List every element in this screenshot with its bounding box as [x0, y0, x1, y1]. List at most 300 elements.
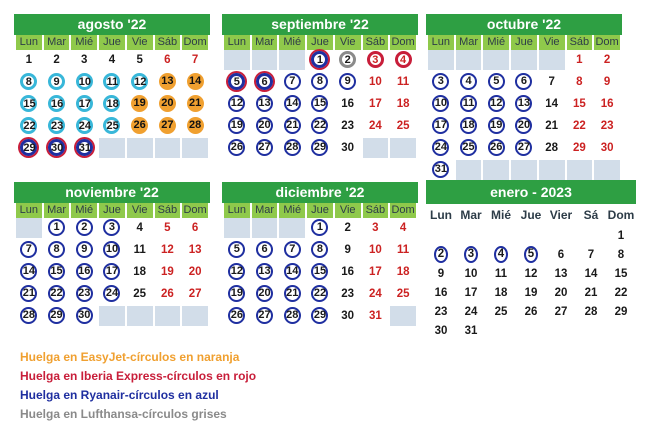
day-cell: [511, 94, 537, 116]
day-cell: [426, 302, 456, 321]
day-cell: [539, 138, 565, 160]
day-cell: [155, 240, 181, 262]
day-number: 11: [494, 267, 508, 280]
day-number: 26: [524, 305, 538, 318]
day-cell: [224, 116, 250, 138]
strike-circle-cyan: 25: [103, 117, 120, 134]
day-number: 19: [160, 266, 174, 278]
empty-day-cell: [16, 218, 42, 240]
weekday-header: Jue: [511, 35, 537, 50]
day-cell: [486, 283, 516, 302]
strike-circle-blue: 26: [228, 139, 245, 156]
strike-circle-orange: 28: [187, 117, 204, 134]
week-row: [426, 226, 636, 245]
day-cell: [335, 94, 361, 116]
empty-day-cell: [594, 160, 620, 182]
day-cell: [71, 306, 97, 328]
day-cell: [576, 264, 606, 283]
weekday-header: Mié: [71, 203, 97, 218]
strike-circle-cyan: 11: [103, 73, 120, 90]
day-cell: [363, 218, 389, 240]
empty-day-cell: [252, 50, 278, 72]
day-cell: [567, 116, 593, 138]
day-number: 17: [368, 98, 382, 110]
empty-day-cell: [279, 218, 305, 240]
day-cell: [483, 138, 509, 160]
strike-circle-blue: 7: [20, 241, 37, 258]
week-row: [428, 138, 620, 160]
weekday-header: Dom: [391, 36, 415, 48]
day-cell: [426, 245, 456, 264]
day-cell: [426, 264, 456, 283]
day-number: 24: [464, 305, 478, 318]
day-number: 21: [545, 120, 559, 132]
strike-circle-blue: 8: [48, 241, 65, 258]
day-number: 25: [396, 120, 410, 132]
weekday-header: Dom: [183, 36, 207, 48]
day-number: 4: [108, 54, 116, 66]
day-cell: [127, 262, 153, 284]
day-cell: [44, 262, 70, 284]
day-cell: [44, 72, 70, 94]
empty-day-cell: [567, 160, 593, 182]
strike-circle-orange: 21: [187, 95, 204, 112]
weekday-header: Vie: [335, 35, 361, 50]
day-cell: [576, 283, 606, 302]
empty-day-cell: [363, 138, 389, 160]
week-row: [16, 50, 208, 72]
empty-day-cell: [576, 321, 606, 340]
day-cell: [16, 94, 42, 116]
empty-day-cell: [426, 226, 456, 245]
day-cell: [127, 240, 153, 262]
day-number: 31: [464, 324, 478, 337]
day-number: 2: [603, 54, 611, 66]
day-cell: [252, 72, 278, 94]
day-cell: [426, 321, 456, 340]
strike-circle-blue: 3: [464, 246, 478, 263]
empty-day-cell: [127, 138, 153, 160]
day-number: 10: [368, 244, 382, 256]
day-cell: [363, 72, 389, 94]
day-number: 7: [548, 76, 555, 88]
strike-circle-blue: 30: [76, 307, 93, 324]
day-number: 11: [133, 244, 146, 256]
week-row: [224, 50, 416, 72]
empty-day-cell: [539, 160, 565, 182]
day-cell: [390, 218, 416, 240]
legend-lufthansa: Huelga en Lufthansa-círculos grises: [20, 407, 227, 421]
day-cell: [71, 138, 97, 160]
day-cell: [363, 50, 389, 72]
day-number: 16: [341, 266, 355, 278]
day-cell: [606, 283, 636, 302]
weekday-header: Mar: [460, 208, 482, 222]
week-row: [426, 245, 636, 264]
strike-circle-blue: 1: [48, 219, 65, 236]
strike-circle-blue: 27: [256, 139, 273, 156]
strike-circle-blue: 21: [20, 285, 37, 302]
day-cell: [252, 240, 278, 262]
day-cell: [511, 116, 537, 138]
week-row: [428, 50, 620, 72]
empty-day-cell: [483, 50, 509, 72]
empty-day-cell: [224, 218, 250, 240]
day-cell: [606, 264, 636, 283]
day-cell: [594, 94, 620, 116]
day-cell: [363, 116, 389, 138]
legend-iberia: Huelga en Iberia Express-círculos en rojo: [20, 369, 257, 383]
strike-circle-cyan: 18: [103, 95, 120, 112]
day-cell: [44, 240, 70, 262]
strike-circle-cyan: 10: [76, 73, 93, 90]
day-cell: [456, 245, 486, 264]
day-cell: [456, 138, 482, 160]
week-row: [428, 72, 620, 94]
weekday-header: Lun: [430, 208, 452, 222]
day-cell: [594, 116, 620, 138]
day-cell: [335, 262, 361, 284]
day-cell: [390, 72, 416, 94]
day-cell: [99, 218, 125, 240]
week-row: [426, 283, 636, 302]
strike-circle-blue: 7: [284, 73, 301, 90]
empty-day-cell: [99, 138, 125, 160]
weekday-header: Sáb: [155, 35, 181, 50]
day-cell: [71, 116, 97, 138]
legend-ryanair: Huelga en Ryanair-círculos en azul: [20, 388, 219, 402]
day-number: 17: [464, 286, 478, 299]
day-cell: [155, 50, 181, 72]
day-cell: [99, 116, 125, 138]
day-cell: [594, 72, 620, 94]
day-number: 24: [368, 288, 382, 300]
week-row: [224, 306, 416, 328]
day-cell: [252, 306, 278, 328]
strike-circle-blue: 5: [524, 246, 538, 263]
day-cell: [71, 50, 97, 72]
strike-circle-blue: 19: [228, 117, 245, 134]
week-row: [426, 321, 636, 340]
empty-day-cell: [127, 306, 153, 328]
day-cell: [335, 50, 361, 72]
day-cell: [99, 240, 125, 262]
strike-circle-cyan: 24: [76, 117, 93, 134]
day-number: 19: [524, 286, 538, 299]
day-number: 6: [164, 54, 171, 66]
weekday-header: Mié: [279, 203, 305, 218]
empty-day-cell: [483, 160, 509, 182]
day-number: 23: [341, 120, 355, 132]
weekday-header: Sáb: [155, 203, 181, 218]
empty-day-cell: [546, 226, 576, 245]
day-cell: [483, 116, 509, 138]
day-cell: [224, 262, 250, 284]
day-cell: [44, 284, 70, 306]
strike-circle-blue: 16: [76, 263, 93, 280]
day-cell: [539, 94, 565, 116]
day-cell: [567, 94, 593, 116]
weekday-header: Jue: [520, 208, 542, 222]
day-cell: [456, 116, 482, 138]
week-row: [16, 284, 208, 306]
day-number: 18: [133, 266, 147, 278]
day-cell: [428, 160, 454, 182]
day-number: 8: [617, 248, 625, 261]
day-cell: [44, 50, 70, 72]
day-number: 1: [617, 229, 625, 242]
day-cell: [307, 72, 333, 94]
day-number: 30: [600, 142, 614, 154]
day-cell: [71, 94, 97, 116]
empty-day-cell: [390, 306, 416, 328]
day-cell: [99, 94, 125, 116]
day-cell: [363, 262, 389, 284]
weekday-header: Vie: [335, 203, 361, 218]
strike-circle-blue: 26: [228, 307, 245, 324]
empty-day-cell: [486, 321, 516, 340]
weekday-header: Lun: [428, 35, 454, 50]
strike-circle-blue: 6: [256, 241, 273, 258]
strike-circle-red: 3: [367, 51, 384, 68]
day-cell: [335, 72, 361, 94]
day-cell: [546, 283, 576, 302]
day-number: 7: [587, 248, 595, 261]
day-cell: [307, 50, 333, 72]
weekday-header: Vie: [539, 35, 565, 50]
day-cell: [127, 94, 153, 116]
day-cell: [224, 284, 250, 306]
day-number: 18: [396, 266, 410, 278]
day-number: 16: [434, 286, 448, 299]
day-cell: [307, 138, 333, 160]
day-number: 27: [188, 288, 202, 300]
day-number: 6: [191, 222, 199, 234]
calendar-october: [426, 14, 622, 182]
day-cell: [16, 262, 42, 284]
strike-circle-blue: 21: [284, 117, 301, 134]
day-cell: [539, 72, 565, 94]
day-number: 24: [368, 120, 382, 132]
day-cell: [307, 284, 333, 306]
day-number: 1: [25, 54, 33, 66]
empty-day-cell: [456, 160, 482, 182]
day-cell: [390, 50, 416, 72]
strike-circle-blue: 15: [48, 263, 65, 280]
weekday-header: Jue: [307, 203, 333, 218]
strike-circle-blue: 22: [311, 285, 328, 302]
day-cell: [428, 72, 454, 94]
strike-circle-blue: 29: [311, 139, 328, 156]
day-cell: [516, 264, 546, 283]
day-number: 15: [614, 267, 628, 280]
strike-circle-blue: 8: [311, 73, 328, 90]
day-cell: [516, 302, 546, 321]
day-number: 5: [164, 222, 171, 234]
strike-circle-blue: 19: [488, 117, 505, 134]
day-number: 16: [600, 98, 614, 110]
strike-circle-blue: 27: [515, 139, 532, 156]
strike-circle-orange: 20: [159, 95, 176, 112]
day-cell: [307, 218, 333, 240]
day-cell: [307, 116, 333, 138]
day-number: 4: [136, 222, 143, 234]
strike-circle-cyan: 15: [20, 95, 37, 112]
day-cell: [16, 116, 42, 138]
strike-circle-blue: 13: [256, 95, 273, 112]
strike-circle-cyan: 17: [76, 95, 93, 112]
day-cell: [606, 245, 636, 264]
weekday-header: Sáb: [363, 35, 389, 50]
day-number: 2: [344, 222, 351, 234]
day-cell: [279, 138, 305, 160]
day-cell: [307, 262, 333, 284]
day-number: 11: [397, 76, 410, 88]
month-title: noviembre '22: [14, 182, 210, 203]
strike-circle-mix: 6: [256, 73, 273, 90]
day-cell: [546, 302, 576, 321]
day-number: 16: [341, 98, 355, 110]
strike-circle-blue: 29: [48, 307, 65, 324]
strike-circle-blue: 14: [284, 95, 301, 112]
week-row: [224, 262, 416, 284]
day-number: 9: [437, 267, 445, 280]
week-row: [426, 302, 636, 321]
strike-circle-blue: 20: [515, 117, 532, 134]
day-cell: [335, 240, 361, 262]
strike-circle-blue: 4: [494, 246, 508, 263]
weekday-header: Sáb: [363, 203, 389, 218]
strike-circle-blue: 12: [228, 263, 245, 280]
day-cell: [127, 116, 153, 138]
strike-circle-blue: 8: [311, 241, 328, 258]
day-number: 30: [434, 324, 448, 337]
empty-day-cell: [428, 50, 454, 72]
week-row: [428, 94, 620, 116]
day-cell: [335, 116, 361, 138]
day-number: 28: [545, 142, 559, 154]
strike-circle-blue: 31: [432, 161, 449, 178]
day-cell: [252, 116, 278, 138]
week-row: [16, 306, 208, 328]
legend-easyjet: Huelga en EasyJet-círculos en naranja: [20, 350, 240, 364]
day-cell: [71, 72, 97, 94]
empty-day-cell: [279, 50, 305, 72]
empty-day-cell: [456, 50, 482, 72]
day-cell: [335, 306, 361, 328]
empty-day-cell: [390, 138, 416, 160]
day-cell: [456, 321, 486, 340]
strike-circle-red: 4: [395, 51, 412, 68]
day-cell: [44, 218, 70, 240]
calendar-december: [222, 182, 418, 328]
day-cell: [539, 116, 565, 138]
day-cell: [516, 283, 546, 302]
day-number: 5: [136, 54, 143, 66]
day-number: 14: [545, 98, 559, 110]
strike-circle-blue: 28: [284, 139, 301, 156]
day-cell: [279, 240, 305, 262]
day-number: 28: [584, 305, 598, 318]
day-number: 8: [576, 76, 583, 88]
day-number: 27: [554, 305, 568, 318]
empty-day-cell: [224, 50, 250, 72]
strike-circle-blue: 9: [76, 241, 93, 258]
day-number: 30: [341, 142, 355, 154]
strike-circle-blue: 20: [256, 117, 273, 134]
strike-circle-mix: 5: [228, 73, 245, 90]
weekday-header: Sá: [583, 208, 599, 222]
week-row: [16, 240, 208, 262]
day-cell: [594, 138, 620, 160]
empty-day-cell: [576, 226, 606, 245]
week-row: [16, 72, 208, 94]
day-cell: [483, 72, 509, 94]
day-cell: [252, 284, 278, 306]
day-cell: [99, 262, 125, 284]
strike-circle-blue: 17: [103, 263, 120, 280]
strike-circle-blue: 14: [20, 263, 37, 280]
day-cell: [546, 245, 576, 264]
day-cell: [511, 72, 537, 94]
day-cell: [252, 138, 278, 160]
day-cell: [567, 50, 593, 72]
day-cell: [182, 94, 208, 116]
week-row: [16, 138, 208, 160]
weekday-header: Mié: [490, 208, 511, 222]
day-cell: [390, 262, 416, 284]
day-cell: [456, 264, 486, 283]
day-number: 25: [396, 288, 410, 300]
strike-circle-cyan: 9: [48, 73, 65, 90]
day-number: 14: [584, 267, 598, 280]
day-cell: [335, 138, 361, 160]
empty-day-cell: [606, 321, 636, 340]
day-cell: [155, 116, 181, 138]
day-cell: [486, 302, 516, 321]
day-number: 3: [81, 54, 88, 66]
strike-circle-mix: 31: [76, 139, 93, 156]
strike-circle-blue: 26: [488, 139, 505, 156]
calendar-january: [426, 180, 636, 340]
week-row: [16, 116, 208, 138]
empty-day-cell: [511, 50, 537, 72]
day-cell: [335, 218, 361, 240]
strike-circle-blue: 5: [488, 73, 505, 90]
weekday-header: Vie: [127, 203, 153, 218]
day-cell: [279, 116, 305, 138]
weekday-header: Dom: [595, 36, 619, 48]
day-cell: [16, 138, 42, 160]
day-cell: [428, 138, 454, 160]
strike-circle-cyan: 16: [48, 95, 65, 112]
weekday-header: Lun: [224, 203, 250, 218]
day-number: 18: [396, 98, 410, 110]
strike-circle-blue: 15: [311, 263, 328, 280]
strike-circle-blue: 13: [515, 95, 532, 112]
day-cell: [567, 72, 593, 94]
day-number: 17: [368, 266, 382, 278]
day-cell: [279, 284, 305, 306]
day-cell: [16, 50, 42, 72]
strike-circle-blue: 2: [434, 246, 448, 263]
strike-circle-orange: 19: [131, 95, 148, 112]
day-cell: [155, 262, 181, 284]
day-cell: [44, 116, 70, 138]
day-cell: [363, 94, 389, 116]
weekday-header: Lun: [224, 35, 250, 50]
calendar-september: [222, 14, 418, 160]
